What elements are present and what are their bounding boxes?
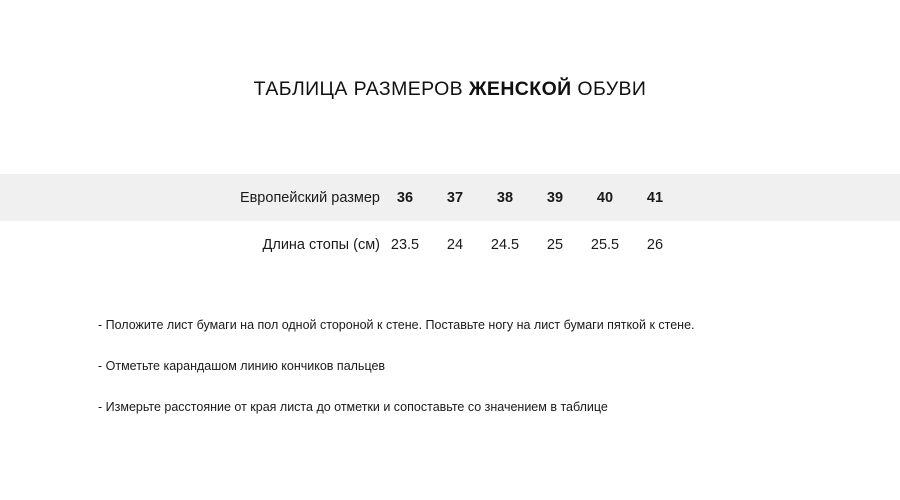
cell-len-37: 24 bbox=[446, 236, 464, 253]
cell-len-36: 23.5 bbox=[390, 236, 420, 253]
instruction-step-2: - Отметьте карандашом линию кончиков пальцев bbox=[98, 359, 386, 373]
table-row bbox=[0, 221, 900, 268]
cell-len-41: 26 bbox=[646, 236, 664, 253]
size-table bbox=[0, 174, 900, 268]
page-title-suffix: ОБУВИ bbox=[571, 78, 647, 100]
instructions-list bbox=[98, 318, 858, 415]
row-label-european-size: Европейский размер bbox=[239, 189, 380, 206]
cell-eu-40: 40 bbox=[596, 189, 614, 206]
table-row bbox=[0, 174, 900, 221]
row-label-foot-length: Длина стопы (см) bbox=[262, 236, 380, 253]
cell-len-40: 25.5 bbox=[590, 236, 620, 253]
row-spacer bbox=[680, 221, 900, 268]
page-title-prefix: ТАБЛИЦА РАЗМЕРОВ bbox=[253, 78, 469, 100]
instruction-step-3: - Измерьте расстояние от края листа до отметки и сопоставьте со значением в таблице bbox=[98, 400, 608, 414]
instruction-step-1: - Положите лист бумаги на пол одной стороной к стене. Поставьте ногу на лист бумаги пяткой к стене. bbox=[98, 318, 695, 332]
cell-eu-36: 36 bbox=[396, 189, 414, 206]
row-spacer bbox=[680, 174, 900, 221]
cell-eu-38: 38 bbox=[496, 189, 514, 206]
cell-eu-41: 41 bbox=[646, 189, 664, 206]
cell-len-39: 25 bbox=[546, 236, 564, 253]
cell-eu-37: 37 bbox=[446, 189, 464, 206]
size-table-wrapper bbox=[0, 174, 900, 268]
page-title-emphasis: ЖЕНСКОЙ bbox=[468, 78, 572, 100]
cell-len-38: 24.5 bbox=[490, 236, 520, 253]
page-title bbox=[0, 78, 900, 101]
cell-eu-39: 39 bbox=[546, 189, 564, 206]
